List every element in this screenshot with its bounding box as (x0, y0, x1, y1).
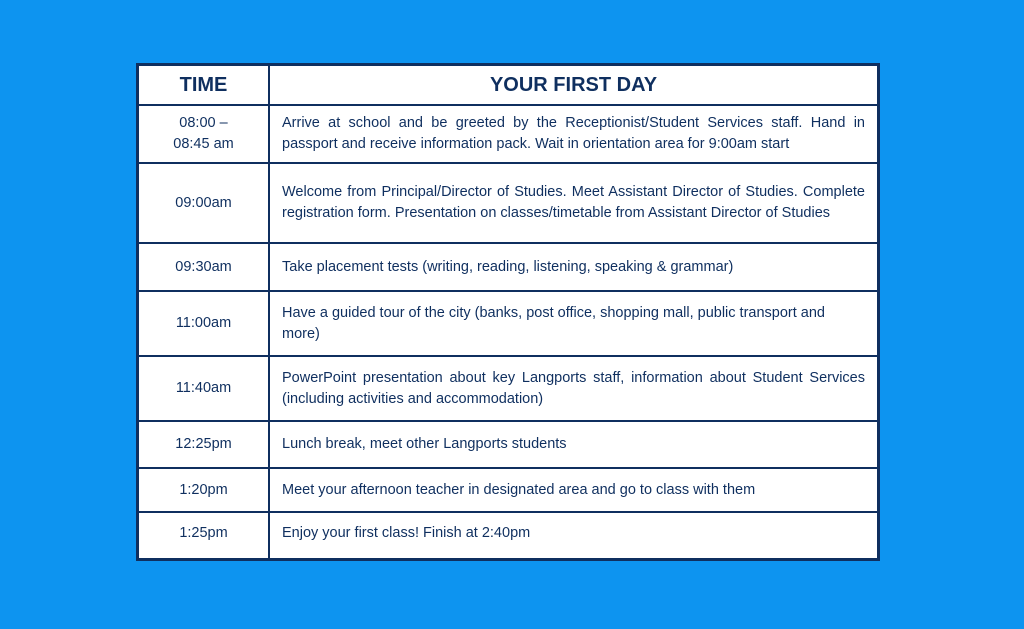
row-time: 11:40am (139, 356, 269, 421)
table-row (139, 512, 877, 558)
table-row (139, 163, 877, 243)
row-time: 12:25pm (139, 421, 269, 468)
row-time: 09:00am (139, 163, 269, 243)
table-row (139, 468, 877, 512)
table-row (139, 291, 877, 356)
schedule-grid (139, 66, 877, 558)
table-row (139, 421, 877, 468)
time-column-header: TIME (139, 66, 269, 105)
row-time: 08:00 – 08:45 am (139, 105, 269, 163)
row-time: 09:30am (139, 243, 269, 291)
row-time: 11:00am (139, 291, 269, 356)
table-row (139, 356, 877, 421)
row-description: Meet your afternoon teacher in designated area and go to class with them (269, 468, 877, 512)
table-row (139, 105, 877, 163)
first-day-column-header: YOUR FIRST DAY (269, 66, 877, 105)
row-time: 1:20pm (139, 468, 269, 512)
row-description: Enjoy your first class! Finish at 2:40pm (269, 512, 877, 558)
table-row (139, 243, 877, 291)
table-header-row (139, 66, 877, 105)
row-description: PowerPoint presentation about key Langports staff, information about Student Services (including activities and accommodation) (269, 356, 877, 421)
row-time: 1:25pm (139, 512, 269, 558)
row-description: Have a guided tour of the city (banks, post office, shopping mall, public transport and more) (269, 291, 877, 356)
row-description: Take placement tests (writing, reading, listening, speaking & grammar) (269, 243, 877, 291)
row-description: Arrive at school and be greeted by the Receptionist/Student Services staff. Hand in passport and receive information pack. Wait in orientation area for 9:00am start (269, 105, 877, 163)
first-day-schedule-table (136, 63, 880, 561)
row-description: Welcome from Principal/Director of Studies. Meet Assistant Director of Studies. Complete registration form. Presentation on classes/timetable from Assistant Director of Studies (269, 163, 877, 243)
row-description: Lunch break, meet other Langports students (269, 421, 877, 468)
